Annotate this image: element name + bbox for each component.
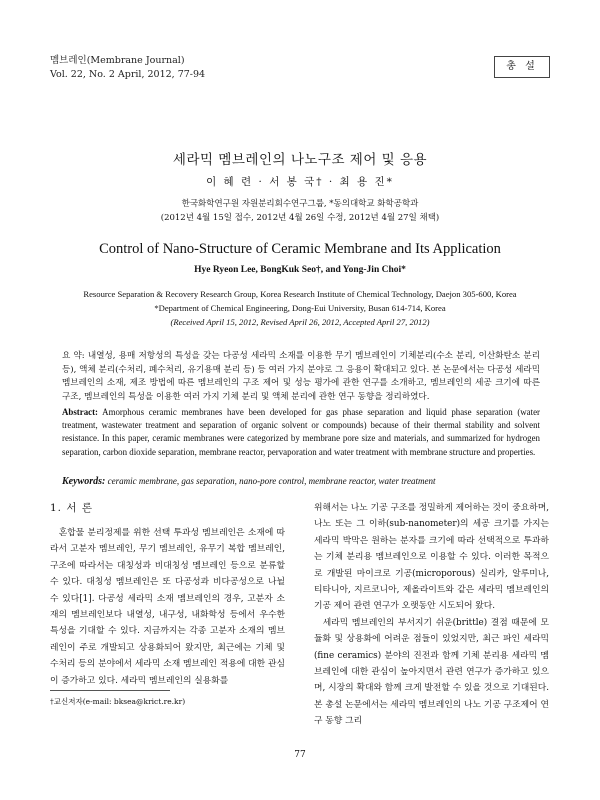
korean-title: 세라믹 멤브레인의 나노구조 제어 및 응용 (172, 152, 428, 168)
left-paragraph: 혼합물 분리정제를 위한 선택 투과성 멤브레인은 소재에 따라서 고분자 멤브레인, 무기 멤브레인, 유무기 복합 멤브레인, 구조에 따라서는 대칭성과 비대칭성 멤브레인 등으로 분류할 수 있다. 대칭성 멤브레인은 또 다공성과 비다공성으로 나뉠 수 있다[1]. 다공성 세라믹 소재 멤브레인의 경우, 고분자 소재의 멤브레인보다 내열성, 내구성, 내화학성 등에서 우수한 특성을 기대할 수 있다. 지금까지는 각종 고분자 소재의 멤브레인이 주로 개발되고 상용화되어 왔지만, 최근에는 기체 및 수처리 등의 분야에서 세라믹 소재 멤브레인 적용에 대한 관심이 증가하고 있다. 세라믹 멤브레인의 실용화를 (50, 528, 285, 686)
english-abstract (62, 406, 540, 459)
english-title: Control of Nano-Structure of Ceramic Membrane and Its Application (99, 241, 501, 257)
english-affiliation-2: *Department of Chemical Engineering, Dong-Eui University, Busan 614-714, Korea (154, 303, 446, 313)
english-affiliation-1: Resource Separation & Recovery Research Group, Korea Research Institute of Chemical Technology, Daejon 305-600, Korea (83, 289, 517, 299)
korean-dates: (2012년 4월 15일 접수, 2012년 4월 26일 수정, 2012년 4월 27일 채택) (160, 213, 440, 223)
keywords-label: Keywords: (62, 476, 106, 487)
footnote-rule (50, 690, 170, 691)
english-dates: (Received April 15, 2012, Revised April 26, 2012, Accepted April 27, 2012) (170, 317, 430, 327)
right-paragraph-2: 세라믹 멤브레인의 부서지기 쉬운(brittle) 결점 때문에 모듈화 및 상용화에 어려운 점들이 있었지만, 최근 파인 세라믹(fine ceramics) 분야의 진전과 함께 기체 분리용 세라믹 멤브레인에 대한 관심이 높아지면서 관련 연구가 증가하고 있으며, 시장의 확대와 함께 크게 발전할 수 있을 것으로 기대된다. 본 총설 논문에서는 세라믹 멤브레인의 나노 기공 구조제어 연구 동향 그리 (314, 617, 549, 727)
right-paragraph-1: 위해서는 나노 기공 구조를 정밀하게 제어하는 것이 중요하며, 나노 또는 그 이하(sub-nanometer)의 세공 크기를 가지는 세라믹 박막은 원하는 분자를 크기에 따라 선택적으로 투과하는 기체 분리용 멤브레인으로 이용할 수 있다. 이러한 목적으로 개발된 마이크로 기공(microporous) 실리카, 알루미나, 티타니아, 지르코니아, 제올라이트와 같은 세라믹 멤브레인의 기공 제어 관련 연구가 오랫동안 시도되어 왔다. (314, 503, 549, 612)
left-column (50, 525, 285, 689)
english-abstract-text: Amorphous ceramic membranes have been developed for gas phase separation and liquid phase separation (water treatment, wastewater treatment and separation of organic solvent or compounds) because of their thermal stability and solvent resistance. In this paper, ceramic membranes were categorized by membrane pore size and materials, and summarized for hydrogen separation, carbon dioxide separation, membrane reactor, pervaporation and water treatment with membrane structure and properties. (62, 407, 540, 457)
korean-abstract-label: 요 약: (62, 351, 85, 361)
keywords-text: ceramic membrane, gas separation, nano-pore control, membrane reactor, water treatment (107, 476, 436, 486)
korean-authors: 이 혜 련 · 서 봉 국† · 최 용 진* (206, 176, 394, 188)
english-abstract-label: Abstract: (62, 407, 98, 417)
english-affiliation-block (50, 287, 550, 329)
journal-volume: Vol. 22, No. 2 April, 2012, 77-94 (50, 69, 206, 80)
page-number: 77 (294, 750, 306, 760)
english-authors: Hye Ryeon Lee, BongKuk Seo†, and Yong-Jin Choi* (194, 265, 406, 275)
korean-abstract (62, 350, 540, 404)
right-column (314, 500, 549, 730)
keywords (62, 476, 540, 487)
footnote: †교신저자(e-mail: bksea@krict.re.kr) (50, 697, 186, 706)
section-heading: 1. 서 론 (50, 502, 93, 514)
korean-affiliation-block (50, 197, 550, 225)
korean-affiliation: 한국화학연구원 자원분리회수연구그룹, *동의대학교 화학공학과 (181, 199, 419, 209)
article-type-badge: 총 설 (494, 56, 550, 78)
journal-header (50, 54, 205, 82)
journal-name: 멤브레인(Membrane Journal) (50, 55, 185, 66)
korean-abstract-text: 내열성, 용매 저항성의 특성을 갖는 다공성 세라믹 소재를 이용한 무기 멤브레인이 기체분리(수소 분리, 이산화탄소 분리 등), 액체 분리(수처리, 폐수처리, 유기용매 분리 등) 등 여러 가지 분야로 그 응용이 확대되고 있다. 본 논문에서는 다공성 세라믹 멤브레인의 소재, 제조 방법에 따른 멤브레인의 구조 제어 및 성능 평가에 관한 연구를 소개하고, 멤브레인의 세공 크기에 따른 구조, 멤브레인의 특성을 이용한 여러 가지 기체 분리 및 액체 분리에 관한 연구 동향을 정리하였다. (62, 351, 540, 402)
